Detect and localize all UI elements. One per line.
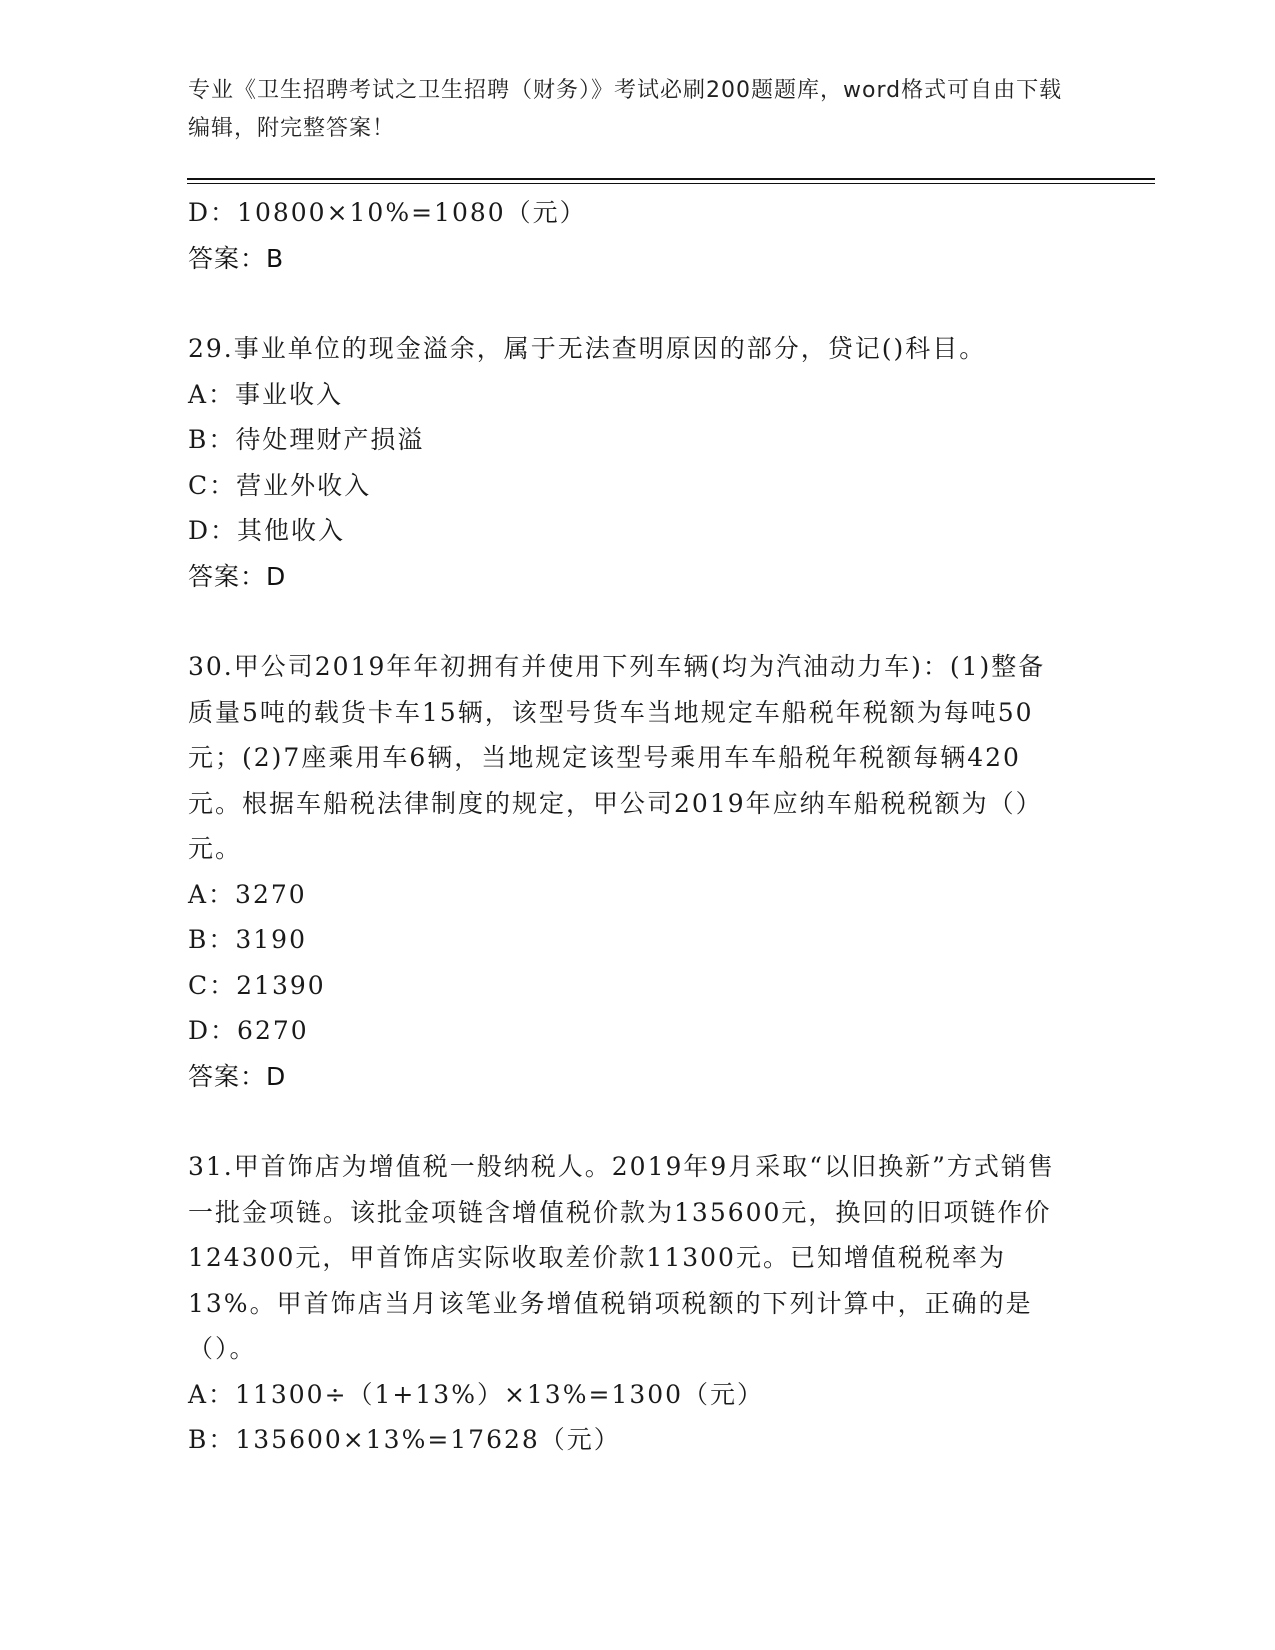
answer: 答案：D — [188, 561, 287, 591]
question-30-stem: 30.甲公司2019年年初拥有并使用下列车辆(均为汽油动力车)：(1)整备质量5吨的载货卡车15辆，该型号货车当地规定车船税年税额为每吨50元；(2)7座乘用车6辆，当地规定该型号乘用车车船税年税额每辆420元。根据车船税法律制度的规定，甲公司2019年应纳车船税税额为（）元。 — [188, 652, 1046, 863]
option-a: A：11300÷（1+13%）×13%=1300（元） — [188, 1379, 765, 1409]
document-header: 专业《卫生招聘考试之卫生招聘（财务）》考试必刷200题题库，word格式可自由下载编辑，附完整答案！ — [188, 78, 1063, 141]
option-c: C：21390 — [188, 970, 326, 1000]
spacer — [188, 281, 1088, 326]
option-a: A：3270 — [188, 879, 307, 909]
option-d: D：6270 — [188, 1016, 309, 1045]
header-divider — [187, 178, 1155, 180]
option-d: D：10800×10%=1080（元） — [188, 198, 587, 227]
option-d: D：其他收入 — [188, 516, 346, 545]
spacer — [188, 599, 1088, 644]
option-b: B：3190 — [188, 925, 307, 954]
header-divider-thin — [187, 183, 1155, 184]
document-body — [188, 190, 1088, 1463]
answer: 答案：B — [188, 243, 285, 273]
question-29-stem: 29.事业单位的现金溢余，属于无法查明原因的部分，贷记()科目。 — [188, 334, 987, 363]
question-31-stem: 31.甲首饰店为增值税一般纳税人。2019年9月采取“以旧换新”方式销售一批金项链。该批金项链含增值税价款为135600元，换回的旧项链作价124300元，甲首饰店实际收取差价款11300元。已知增值税税率为13%。甲首饰店当月该笔业务增值税销项税额的下列计算中，正确的是（）。 — [188, 1152, 1055, 1363]
answer: 答案：D — [188, 1061, 287, 1091]
option-b: B：135600×13%=17628（元） — [188, 1425, 621, 1454]
spacer — [188, 1099, 1088, 1144]
option-b: B：待处理财产损溢 — [188, 425, 425, 454]
option-a: A：事业收入 — [188, 379, 344, 409]
option-c: C：营业外收入 — [188, 470, 372, 500]
